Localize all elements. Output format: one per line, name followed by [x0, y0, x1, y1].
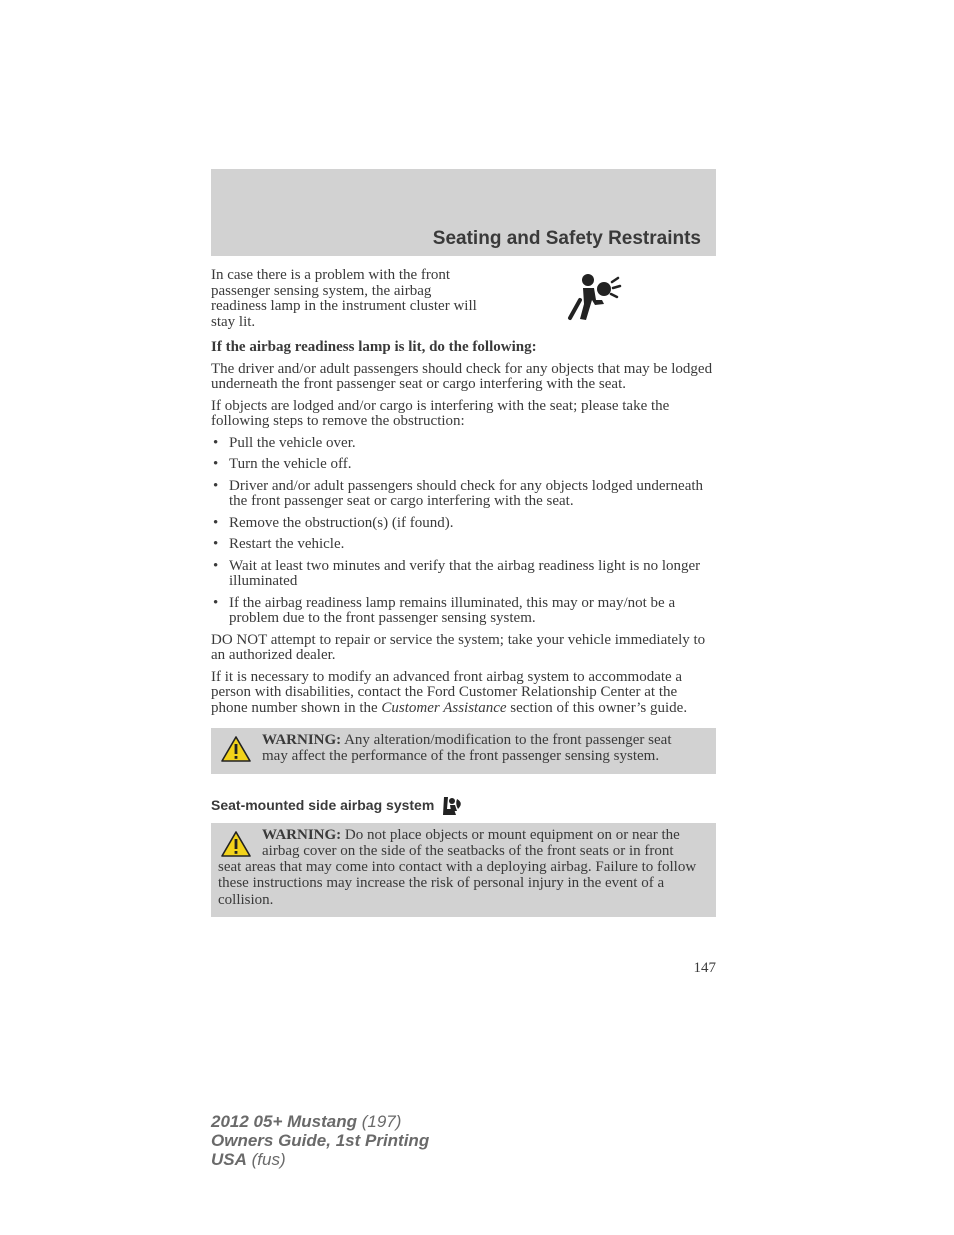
paragraph-do-not-repair: DO NOT attempt to repair or service the system; take your vehicle immediately to an authorized dealer.	[211, 631, 706, 663]
warning-label: WARNING:	[262, 732, 342, 748]
paragraph-modify-airbag	[211, 670, 716, 717]
steps-list	[211, 436, 716, 627]
bullet: •	[213, 434, 219, 451]
warning-triangle-icon	[220, 830, 252, 858]
footer-model-code: (197)	[357, 1112, 402, 1131]
airbag-readiness-icon	[566, 270, 626, 322]
footer-guide: Owners Guide, 1st Printing	[211, 1131, 430, 1150]
paragraph-text: If it is necessary to modify an advanced front airbag system to accommodate a person with disabilities, contact the Ford Customer Relationship Center at the phone number shown in the	[211, 668, 683, 716]
page-content	[211, 268, 716, 917]
bullet: •	[213, 536, 219, 552]
list-item	[211, 537, 716, 553]
warning-box	[211, 728, 716, 774]
section-header-band	[211, 169, 716, 256]
list-item-text: Wait at least two minutes and verify that the airbag readiness light is no longer illuminated	[229, 557, 701, 589]
paragraph-text: section of this owner’s guide.	[506, 699, 688, 716]
list-item	[211, 596, 716, 627]
instructions-heading: If the airbag readiness lamp is lit, do the following:	[211, 339, 537, 355]
list-item-text: Driver and/or adult passengers should check for any objects lodged underneath the front passenger seat or cargo interfering with the seat.	[229, 477, 704, 509]
subheading-text: Seat-mounted side airbag system	[211, 796, 435, 813]
footer-region-code: (fus)	[246, 1150, 286, 1169]
list-item-text: Remove the obstruction(s) (if found).	[229, 514, 454, 531]
footer-line-region	[211, 1150, 429, 1169]
paragraph-steps-intro: If objects are lodged and/or cargo is interfering with the seat; please take the following steps to remove the obstruction:	[211, 397, 670, 429]
list-item-text: Turn the vehicle off.	[229, 456, 352, 472]
warning-label: WARNING:	[262, 826, 342, 843]
warning-box	[211, 823, 716, 917]
list-item	[211, 479, 716, 510]
footer-region: USA	[211, 1150, 247, 1169]
page-number: 147	[693, 960, 716, 976]
section-title: Seating and Safety Restraints	[432, 228, 701, 249]
intro-block	[211, 268, 716, 336]
list-item	[211, 516, 716, 532]
subheading	[211, 795, 716, 817]
bullet: •	[213, 456, 219, 472]
list-item-text: If the airbag readiness lamp remains illuminated, this may or may/not be a problem due to the front passenger sensing system.	[229, 594, 676, 626]
document-footer	[211, 1112, 429, 1169]
list-item	[211, 559, 716, 590]
warning-text: Do not place objects or mount equipment on or near the airbag cover on the side of the seatbacks of the front seats or in front seat areas that may come into contact with a deploying airbag. Failure to follow these instructions may increase the risk of personal injury in the event of a collision.	[218, 826, 697, 908]
footer-model: 2012 05+ Mustang	[211, 1112, 357, 1131]
list-item-text: Pull the vehicle over.	[229, 434, 356, 451]
footer-line-model	[211, 1112, 429, 1131]
list-item	[211, 457, 716, 473]
list-item	[211, 436, 716, 452]
list-item-text: Restart the vehicle.	[229, 536, 345, 552]
footer-line-guide	[211, 1131, 429, 1150]
bullet: •	[213, 477, 219, 494]
paragraph-check-objects: The driver and/or adult passengers should check for any objects that may be lodged underneath the front passenger seat or cargo interfering with the seat.	[211, 360, 713, 392]
bullet: •	[213, 594, 219, 611]
customer-assistance-reference: Customer Assistance	[381, 699, 507, 716]
bullet: •	[213, 557, 219, 574]
side-airbag-seat-icon	[438, 795, 464, 817]
bullet: •	[213, 514, 219, 531]
intro-text: In case there is a problem with the front passenger sensing system, the airbag readiness lamp in the instrument cluster will stay lit.	[211, 267, 477, 330]
warning-triangle-icon	[220, 735, 252, 763]
warning-text: Any alteration/modification to the front passenger seat may affect the performance of the front passenger sensing system.	[262, 732, 672, 765]
